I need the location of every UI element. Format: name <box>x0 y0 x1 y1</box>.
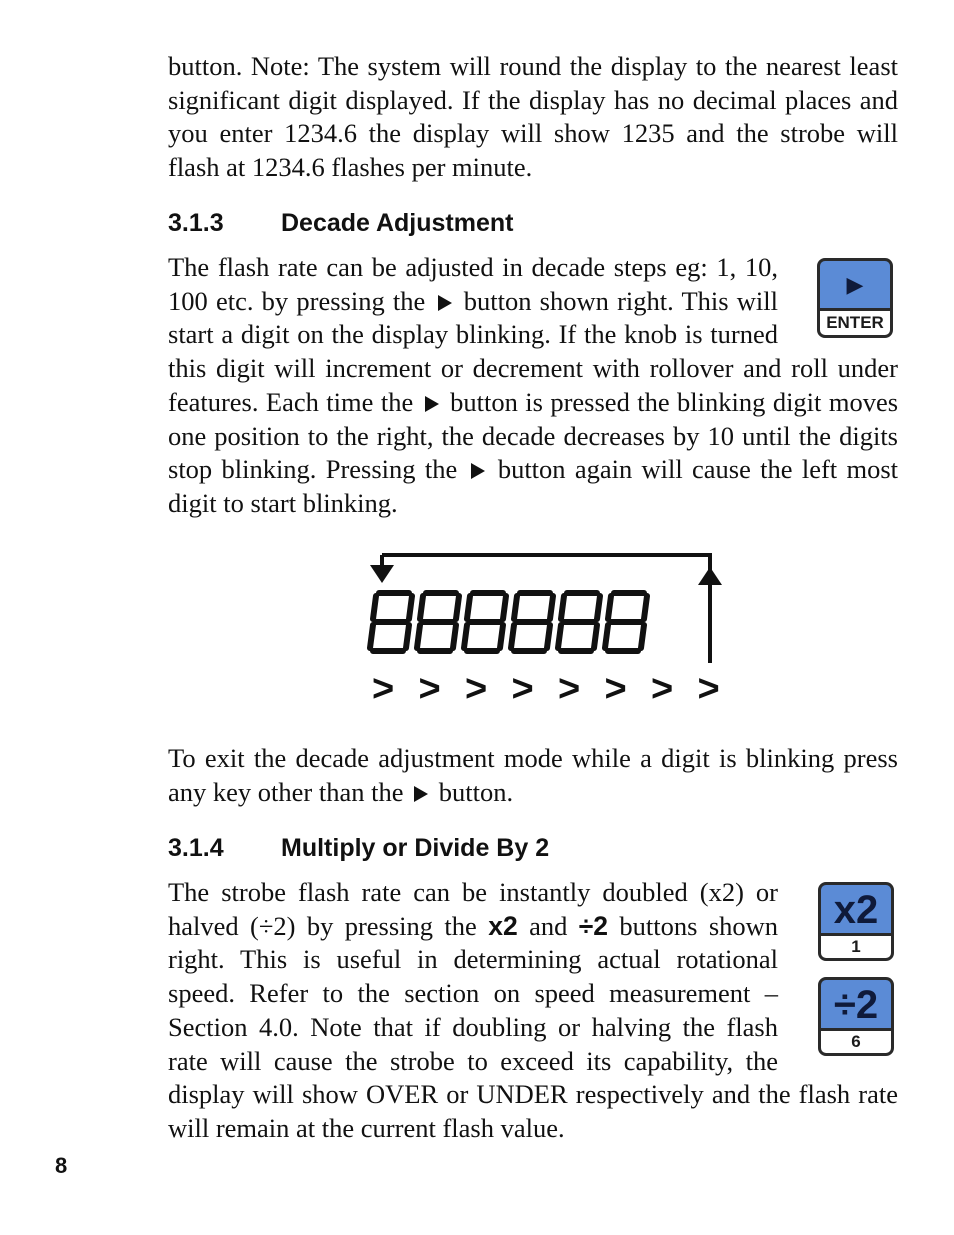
digit-eight <box>464 593 506 651</box>
digit-eight <box>511 593 553 651</box>
exit-text-2: button. <box>438 776 514 807</box>
seven-segment-digits <box>370 593 647 651</box>
multiply-text-2: buttons shown right. This is useful in determining actual rotational speed. Refer to the section on speed measurement – Section 4.0. Note that if doubling or halving the flash rate will cause the strobe to exceed its capability, the display will show OVER or UNDER respectively and the flash rate will remain at the current flash value. <box>168 910 898 1143</box>
step-arrow: > <box>604 668 627 710</box>
step-arrow: > <box>651 668 674 710</box>
enter-label: ENTER <box>820 308 890 335</box>
div2-key-button <box>818 977 894 1056</box>
x2-key-label: x2 <box>821 885 891 933</box>
digit-eight <box>417 593 459 651</box>
step-arrow: > <box>465 668 488 710</box>
div2-key-number: 6 <box>821 1028 891 1053</box>
step-arrow: > <box>558 668 581 710</box>
x2-key-button <box>818 882 894 961</box>
div2-key-label: ÷2 <box>821 980 891 1028</box>
section-title: Decade Adjustment <box>281 209 514 237</box>
right-triangle-icon <box>471 463 485 479</box>
x2-label: x2 <box>488 910 518 941</box>
step-arrow: > <box>697 668 720 710</box>
section-heading-3-1-3 <box>168 208 513 238</box>
down-arrow-icon <box>370 565 394 583</box>
step-arrows <box>372 668 720 710</box>
decade-text-3: button is pressed the blinking digit moves one position to the right, the decade decreases by 10 until the digits stop blinking. Pressing the <box>168 386 899 485</box>
section-heading-3-1-4 <box>168 833 549 863</box>
decade-text-4: button again will cause the left most digit to start blinking. <box>168 454 898 518</box>
step-arrow: > <box>511 668 534 710</box>
div2-label: ÷2 <box>578 910 609 941</box>
section-number: 3.1.3 <box>168 209 224 237</box>
decade-adjustment-paragraph <box>168 251 898 521</box>
exit-text-1: To exit the decade adjustment mode while a digit is blinking press any key other than the <box>168 743 898 807</box>
section-title: Multiply or Divide By 2 <box>281 834 550 862</box>
digit-eight <box>558 593 600 651</box>
page-number: 8 <box>55 1153 68 1178</box>
exit-paragraph <box>168 742 898 809</box>
step-arrow: > <box>418 668 441 710</box>
right-triangle-icon <box>438 295 452 311</box>
step-arrow: > <box>372 668 395 710</box>
decade-display-diagram <box>360 545 740 715</box>
multiply-divide-paragraph <box>168 876 898 1146</box>
enter-key-button <box>817 258 893 338</box>
right-triangle-icon <box>414 786 428 802</box>
intro-text: button. Note: The system will round the display to the nearest least significant digit displayed. If the display has no decimal places and you enter 1234.6 the display will show 1235 and the strobe will flash at 1234.6 flashes per minute. <box>168 51 898 183</box>
x2-key-number: 1 <box>821 933 891 958</box>
play-icon: ▶ <box>820 261 890 308</box>
up-arrow-icon <box>698 567 722 585</box>
intro-paragraph <box>168 50 898 185</box>
right-triangle-icon <box>425 396 439 412</box>
and-text: and <box>529 910 568 941</box>
digit-eight <box>370 593 412 651</box>
section-number: 3.1.4 <box>168 834 224 862</box>
digit-eight <box>605 593 647 651</box>
decade-text-1: The flash rate can be adjusted in decade steps eg: 1, 10, 100 etc. by pressing the <box>168 252 778 316</box>
decade-text-2: button shown right. This will start a digit on the display blinking. If the knob is turned this digit will increment or decrement with rollover and roll under features. Each time the <box>168 285 898 417</box>
multiply-text-1: The strobe flash rate can be instantly doubled (x2) or halved (÷2) by pressing the <box>168 877 778 941</box>
